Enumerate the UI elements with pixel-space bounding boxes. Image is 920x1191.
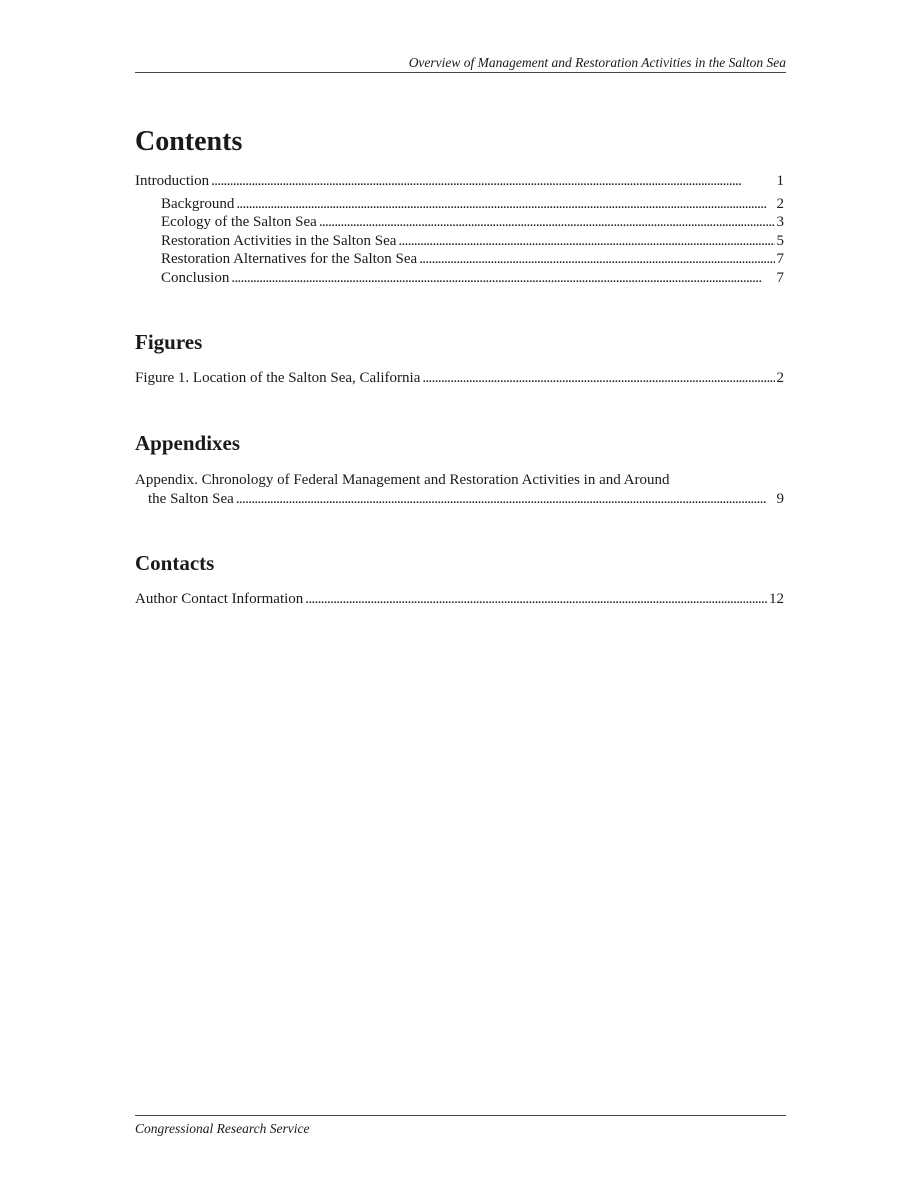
toc-entry-ecology[interactable] [135, 213, 784, 232]
toc-entry-text-line-2: the Salton Sea [148, 490, 234, 507]
appendixes-heading: Appendixes [135, 430, 241, 455]
dot-leader [422, 369, 774, 388]
toc-entry-text: Ecology of the Salton Sea [161, 214, 317, 230]
dot-leader [211, 172, 774, 191]
toc-entry-conclusion[interactable] [135, 269, 784, 288]
toc-entry-text: Figure 1. Location of the Salton Sea, California [135, 370, 421, 386]
toc-entry-author-contact[interactable] [135, 590, 784, 609]
toc-entry-introduction[interactable] [135, 172, 784, 191]
toc-entry-background[interactable] [135, 195, 784, 214]
toc-entry-continuation [135, 490, 784, 509]
dot-leader [231, 269, 774, 288]
toc-entry-text-line-1: Appendix. Chronology of Federal Management and Restoration Activities in and Around [135, 471, 670, 488]
toc-entry-page: 5 [776, 232, 784, 249]
toc-entry-page: 3 [776, 214, 784, 230]
toc-entry-text: Background [161, 195, 235, 212]
toc-entry-page: 9 [776, 490, 784, 507]
running-footer: Congressional Research Service [135, 1121, 310, 1136]
dot-leader [236, 490, 775, 509]
toc-entry-restoration-alternatives[interactable] [135, 250, 784, 269]
section-spacer [135, 287, 784, 328]
toc-entry-page: 7 [776, 251, 784, 267]
appendixes-list [135, 470, 784, 509]
toc-entry-page: 12 [769, 591, 784, 607]
contents-heading: Contents [135, 126, 243, 157]
contents-list [135, 172, 784, 287]
running-header: Overview of Management and Restoration Activities in the Salton Sea [408, 55, 786, 70]
section-spacer [135, 508, 784, 549]
dot-leader [398, 232, 774, 251]
toc-entry-text: Conclusion [161, 269, 230, 286]
toc-entry-page: 2 [776, 370, 784, 386]
dot-leader [305, 590, 767, 609]
header-divider [135, 72, 786, 73]
dot-leader [319, 213, 775, 232]
contacts-heading: Contacts [135, 551, 215, 575]
toc-entry-text: Restoration Activities in the Salton Sea [161, 232, 397, 249]
toc-entry-page: 2 [776, 195, 784, 212]
dot-leader [419, 250, 774, 269]
section-spacer [135, 388, 784, 429]
toc-entry-page: 1 [776, 173, 784, 189]
toc-entry-text: Author Contact Information [135, 591, 304, 607]
figures-heading: Figures [135, 330, 203, 354]
toc-entry-text: Introduction [135, 173, 210, 189]
toc-entry-text: Restoration Alternatives for the Salton Sea [161, 251, 418, 267]
figures-list [135, 369, 784, 388]
toc-entry-figure-1[interactable] [135, 369, 784, 388]
toc-entry-appendix[interactable] [135, 470, 784, 509]
toc-entry-restoration-activities[interactable] [135, 232, 784, 251]
dot-leader [236, 195, 774, 214]
contacts-list [135, 590, 784, 609]
table-of-contents [135, 122, 784, 609]
toc-entry-page: 7 [776, 269, 784, 286]
footer-divider [135, 1115, 786, 1116]
